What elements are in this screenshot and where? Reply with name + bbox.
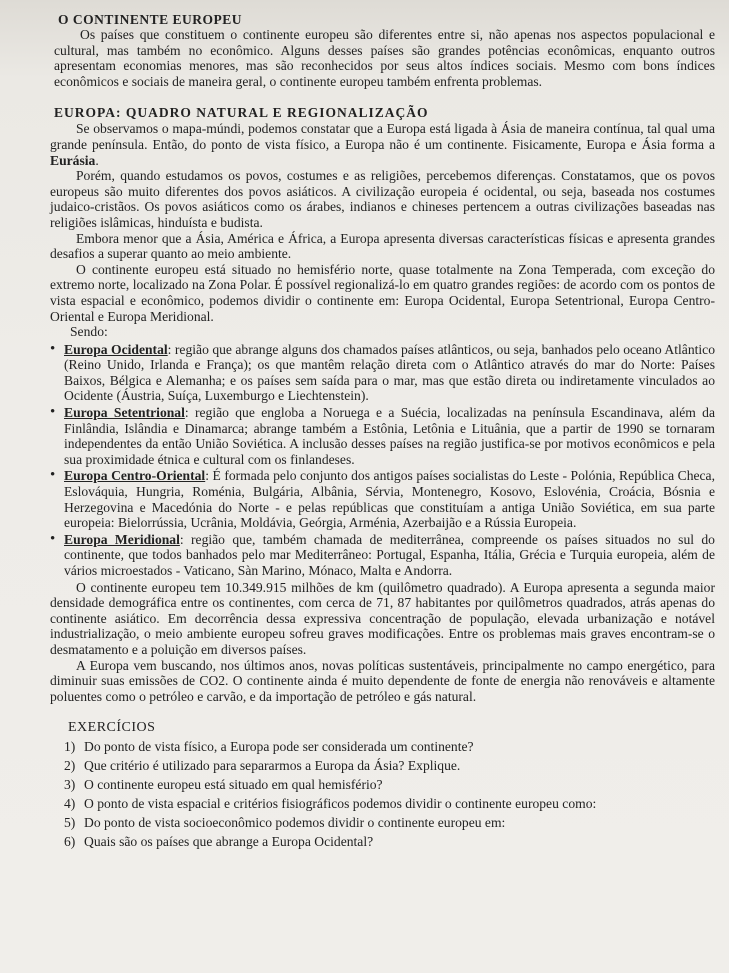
section-title: EUROPA: QUADRO NATURAL E REGIONALIZAÇÃO: [54, 105, 429, 121]
exercise-item: 5) Do ponto de vista socioeconômico podemos dividir o continente europeu em:: [64, 814, 506, 830]
paragraph-5: O continente europeu tem 10.349.915 milhões de km (quilômetro quadrado). A Europa apresenta a segunda maior densidade demográfica entre os continentes, com cerca de 71, 87 habitantes por quilômetros quadrados, atrás apenas do continente asiático. Em decorrência dessa expressiva concentração de população, elevada urbanização e notável industrialização, o meio ambiente europeu sofreu graves modificações. Entre os problemas mais graves encontram-se o desmatamento e a poluição em diversos países.: [50, 579, 715, 657]
region-item: • Europa Meridional: região que, também chamada de mediterrânea, compreende os países situados no sul do continente, que todos banhados pelo mar Mediterrâneo: Portugal, Espanha, Itália, Grécia e Turquia europeia, além de vários microestados - Vaticano, Sàn Marino, Mónaco, Malta e Andorra.: [64, 532, 715, 579]
paragraph-1: Se observamos o mapa-múndi, podemos constatar que a Europa está ligada à Ásia de maneira contínua, tal qual uma grande península. Então, do ponto de vista físico, a Europa não é um continente. Fisicamente, Europa e Ásia forma a Eurásia.: [50, 121, 715, 168]
intro-paragraph: Os países que constituem o continente europeu são diferentes entre si, não apenas nos aspectos populacional e cultural, mas também no econômico. Alguns desses países são grandes potências econômicas, enquanto outros apresentam economias menores, mas são reconhecidos por seus altos índices sociais. Mesmo com bons índices econômicos e sociais de maneira geral, o continente europeu também enfrenta problemas.: [54, 27, 715, 89]
eurasia-term: Eurásia: [50, 152, 96, 168]
paragraph-6: A Europa vem buscando, nos últimos anos, novas políticas sustentáveis, principalmente no campo energético, para diminuir suas emissões de CO2. O continente ainda é muito dependente de fonte de energia não renováveis e altamente poluentes como o petróleo e carvão, e da importação de petróleo e gás natural.: [50, 657, 715, 704]
exercise-item: 1) Do ponto de vista físico, a Europa pode ser considerada um continente?: [64, 738, 474, 754]
region-item: • Europa Setentrional: região que engloba a Noruega e a Suécia, localizadas na península Escandinava, além da Finlândia, Islândia e Dinamarca; abrange também a Estônia, Letônia e Lituânia, que a partir de 1990 se tornaram independentes da então União Soviética. A inclusão desses países na região justifica-se por motivos econômicos e pela sua proximidade étnica e cultural com os finlandeses.: [64, 405, 715, 467]
paragraph-2: Porém, quando estudamos os povos, costumes e as religiões, percebemos diferenças. Constatamos, que os povos europeus são muito diferentes dos povos asiáticos. A civilização europeia é ocidental, ou seja, baseada nos costumes judaico-cristãos. Os povos asiáticos como os árabes, indianos e chineses pertencem a outras civilizações baseadas nas religiões islâmicas, hinduísta e budista.: [50, 168, 715, 230]
exercise-item: 6) Quais são os países que abrange a Europa Ocidental?: [64, 833, 374, 849]
paragraph-3: Embora menor que a Ásia, América e África, a Europa apresenta diversas características físicas e apresenta grandes desafios a superar quanto ao meio ambiente.: [50, 230, 715, 262]
exercise-item: 4) O ponto de vista espacial e critérios fisiográficos podemos dividir o continente europeu como:: [64, 795, 597, 811]
document-title: O CONTINENTE EUROPEU: [58, 12, 243, 27]
regions-list: [50, 342, 715, 579]
exercise-item: 2) Que critério é utilizado para separarmos a Europa da Ásia? Explique.: [64, 757, 461, 773]
exercises-list: [50, 739, 715, 850]
sendo-label: Sendo:: [70, 324, 108, 340]
region-item: • Europa Ocidental: região que abrange alguns dos chamados países atlânticos, ou seja, banhados pelo oceano Atlântico (Reino Unido, Irlanda e França); os que mantêm relação direta com o Atlântico através do mar do Norte: Países Baixos, Bélgica e Alemanha; e os países sem saída para o mar, mas que estão direta ou indiretamente vinculados ao Ocidente (Áustria, Suíça, Luxemburgo e Liechtenstein).: [64, 342, 715, 404]
exercise-item: 3) O continente europeu está situado em qual hemisfério?: [64, 776, 383, 792]
paragraph-4: O continente europeu está situado no hemisfério norte, quase totalmente na Zona Temperada, com exceção do extremo norte, localizado na Zona Polar. É possível regionalizá-lo em quatro grandes regiões: de acordo com os pontos de vista espacial e econômico, podemos dividir o continente em: Europa Ocidental, Europa Setentrional, Europa Centro-Oriental e Europa Meridional.: [50, 261, 715, 324]
region-item: • Europa Centro-Oriental: É formada pelo conjunto dos antigos países socialistas do Leste - Polónia, República Checa, Eslováquia, Hungria, Roménia, Bulgária, Albânia, Sérvia, Montenegro, Kosovo, Eslovénia, Croácia, Bósnia e Herzegovina e Macedónia do Norte - e pelas repúblicas que constituíam a antiga União Soviética, em sua parte europeia: Bielorrússia, Ucrânia, Moldávia, Geórgia, Arménia, Azerbaijão e a Rússia Europeia.: [64, 468, 715, 530]
exercises-title: EXERCÍCIOS: [68, 720, 156, 736]
